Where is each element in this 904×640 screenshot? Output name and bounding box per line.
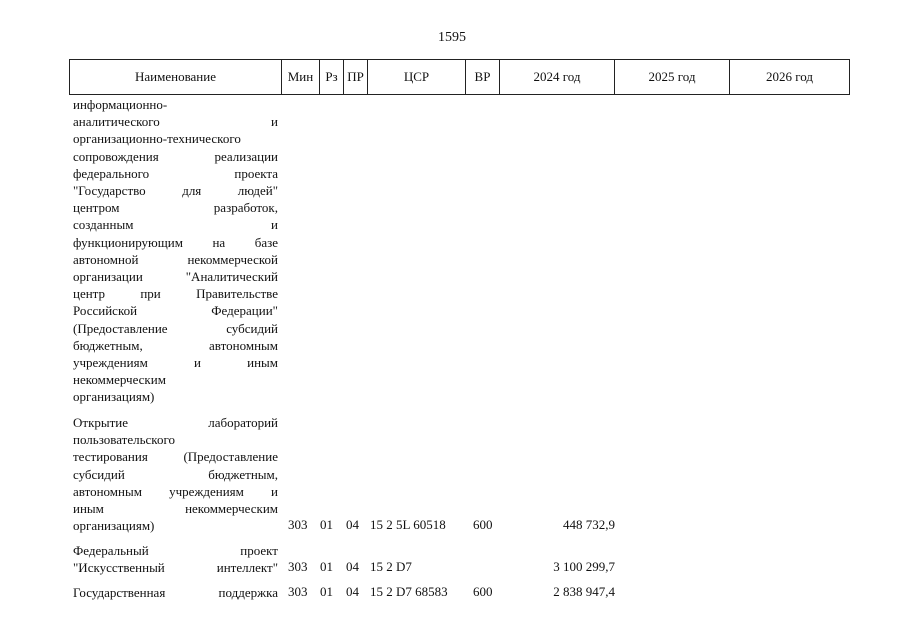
page-number: 1595 xyxy=(438,30,466,45)
table-header xyxy=(69,59,850,95)
name-line: учреждениям и иным xyxy=(73,355,278,371)
name-line: сопровождения реализации xyxy=(73,148,278,164)
cell-2024: 448 732,9 xyxy=(563,517,615,532)
cell-2024: 2 838 947,4 xyxy=(553,584,615,599)
cell-2024: 3 100 299,7 xyxy=(553,559,615,574)
cell-min: 303 xyxy=(288,584,308,599)
row-1-name xyxy=(73,96,278,406)
name-line: иным некоммерческим xyxy=(73,501,278,517)
row-2-values xyxy=(0,517,904,534)
header-pr: ПР xyxy=(344,60,368,94)
row-4-values xyxy=(0,584,904,601)
cell-vr: 600 xyxy=(473,584,493,599)
name-line: организациям) xyxy=(73,518,155,534)
name-line: Государственная поддержка xyxy=(73,585,278,600)
cell-min: 303 xyxy=(288,517,308,532)
name-line: тестирования (Предоставление xyxy=(73,449,278,465)
name-line: центр при Правительстве xyxy=(73,286,278,302)
name-line: организационно-технического xyxy=(73,131,241,147)
header-min: Мин xyxy=(282,60,320,94)
name-line: "Искусственный интеллект" xyxy=(73,560,278,576)
name-line: созданным и xyxy=(73,217,278,233)
name-line: пользовательского xyxy=(73,432,175,448)
name-line: организациям) xyxy=(73,389,155,405)
name-line: функционирующим на базе xyxy=(73,234,278,250)
name-line: автономным учреждениям и xyxy=(73,483,278,499)
cell-pr: 04 xyxy=(346,584,359,599)
name-line: субсидий бюджетным, xyxy=(73,466,278,482)
name-line: центром разработок, xyxy=(73,200,278,216)
header-2026: 2026 год xyxy=(766,69,813,84)
cell-csr: 15 2 D7 xyxy=(370,559,412,574)
header-vr: ВР xyxy=(466,60,500,94)
name-line: некоммерческим xyxy=(73,372,166,388)
cell-min: 303 xyxy=(288,559,308,574)
cell-csr: 15 2 D7 68583 xyxy=(370,584,448,599)
header-2024: 2024 год xyxy=(500,60,615,94)
name-line: (Предоставление субсидий xyxy=(73,320,278,336)
name-line: аналитического и xyxy=(73,114,278,130)
cell-pr: 04 xyxy=(346,559,359,574)
name-line: Российской Федерации" xyxy=(73,303,278,319)
name-line: Федеральный проект xyxy=(73,543,278,558)
cell-rz: 01 xyxy=(320,559,333,574)
name-line: федерального проекта xyxy=(73,165,278,181)
cell-pr: 04 xyxy=(346,517,359,532)
name-line: информационно- xyxy=(73,97,168,112)
name-line: бюджетным, автономным xyxy=(73,337,278,353)
name-line: Открытие лабораторий xyxy=(73,415,278,430)
header-rz: Рз xyxy=(320,60,344,94)
name-line: организации "Аналитический xyxy=(73,269,278,285)
header-name: Наименование xyxy=(70,60,282,94)
header-csr: ЦСР xyxy=(368,60,466,94)
name-line: автономной некоммерческой xyxy=(73,251,278,267)
cell-rz: 01 xyxy=(320,517,333,532)
cell-csr: 15 2 5L 60518 xyxy=(370,517,446,532)
cell-vr: 600 xyxy=(473,517,493,532)
header-2025: 2025 год xyxy=(615,60,730,94)
name-line: "Государство для людей" xyxy=(73,183,278,199)
cell-rz: 01 xyxy=(320,584,333,599)
row-3-values xyxy=(0,559,904,576)
